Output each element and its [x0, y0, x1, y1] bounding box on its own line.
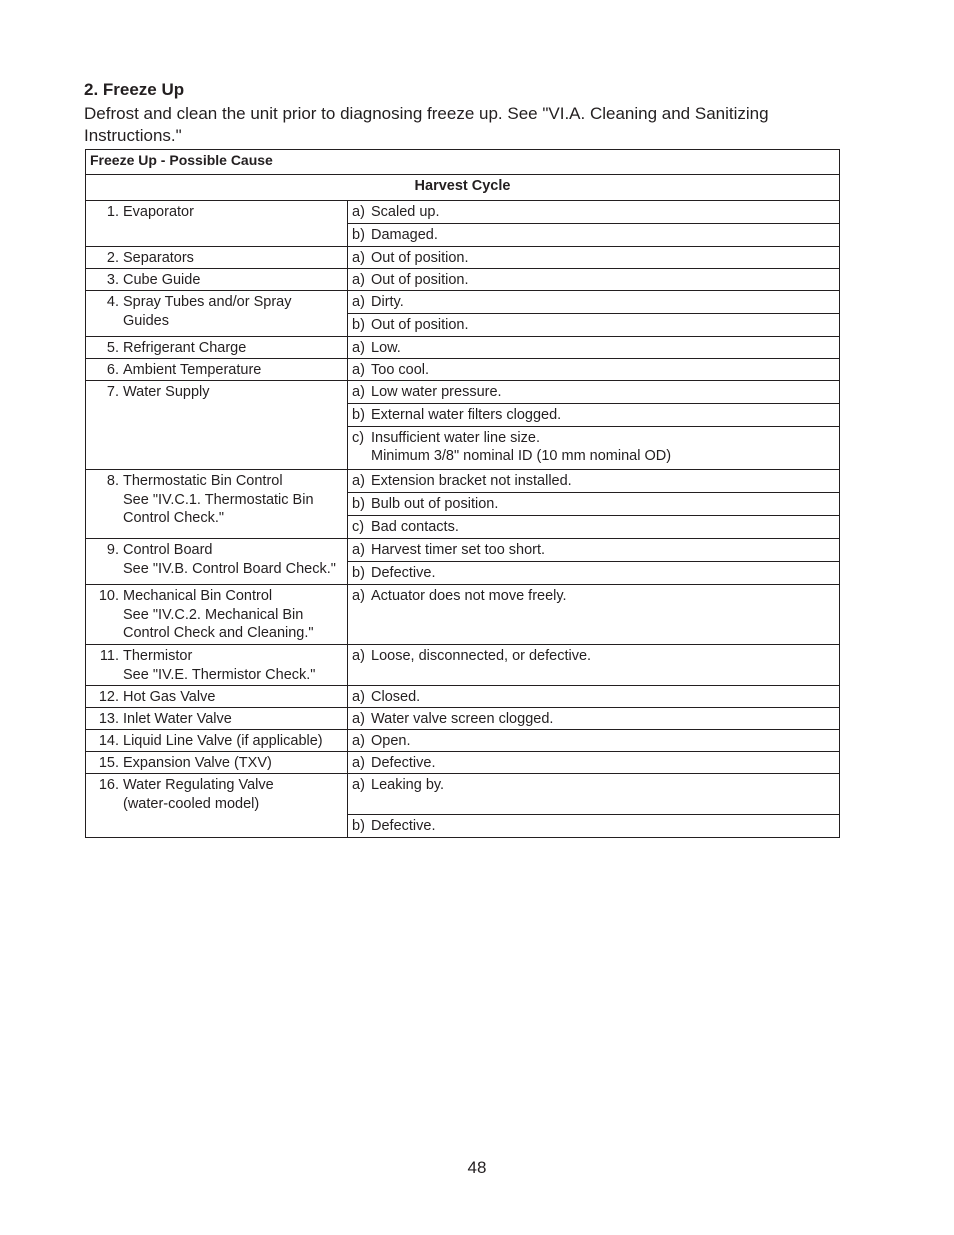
- cause-number: 7.: [106, 384, 119, 400]
- fix-cell: [348, 815, 840, 838]
- fix-text-continued: Minimum 3/8" nominal ID (10 mm nominal OD): [371, 448, 672, 464]
- cause-text: See "IV.E. Thermistor Check.": [123, 666, 316, 683]
- cause-number: 2.: [106, 250, 119, 266]
- table-row: [86, 359, 840, 381]
- table-row: [86, 708, 840, 730]
- fix-text: Leaking by.: [371, 777, 445, 793]
- fix-text: Out of position.: [371, 317, 469, 333]
- fix-letter: a): [352, 588, 365, 604]
- fix-letter: b): [352, 565, 365, 581]
- fix-cell: [348, 470, 840, 493]
- fix-text: External water filters clogged.: [371, 407, 562, 423]
- fix-letter: a): [352, 272, 365, 288]
- fix-letter: a): [352, 711, 365, 727]
- cause-text: Hot Gas Valve: [123, 689, 216, 705]
- fix-text: Low water pressure.: [371, 384, 502, 400]
- cause-cell: [86, 730, 348, 752]
- cause-cell: [86, 359, 348, 381]
- fix-text: Water valve screen clogged.: [371, 711, 554, 727]
- fix-text: Actuator does not move freely.: [371, 588, 567, 604]
- cause-number: 3.: [106, 272, 119, 288]
- fix-text: Harvest timer set too short.: [371, 542, 546, 558]
- cause-text: Control Check and Cleaning.": [123, 625, 314, 641]
- cause-cell: [86, 337, 348, 359]
- fix-text: Out of position.: [371, 272, 469, 288]
- fix-letter: a): [352, 689, 365, 705]
- cause-text: Evaporator: [123, 204, 194, 220]
- table-row: [86, 269, 840, 291]
- fix-text: Extension bracket not installed.: [371, 473, 572, 489]
- fix-letter: b): [352, 407, 365, 423]
- fix-cell: [348, 686, 840, 708]
- fix-cell: [348, 314, 840, 337]
- fix-letter: b): [352, 227, 365, 243]
- cause-number: 1.: [106, 204, 119, 220]
- cause-text: Inlet Water Valve: [123, 711, 232, 727]
- table-subheader: Harvest Cycle: [86, 175, 840, 201]
- fix-text: Too cool.: [371, 362, 430, 378]
- cause-text: Ambient Temperature: [123, 362, 262, 378]
- cause-cell: [86, 381, 348, 470]
- cause-text: See "IV.C.2. Mechanical Bin: [123, 606, 304, 623]
- cause-text: Water Regulating Valve: [123, 777, 274, 793]
- cause-text: Spray Tubes and/or Spray: [123, 294, 292, 310]
- fix-letter: a): [352, 362, 365, 378]
- fix-letter: b): [352, 496, 365, 512]
- fix-text: Out of position.: [371, 250, 469, 266]
- cause-cell: [86, 269, 348, 291]
- fix-letter: a): [352, 294, 365, 310]
- cause-number: 14.: [98, 733, 119, 749]
- cause-number: 15.: [98, 755, 119, 771]
- table-row: [86, 686, 840, 708]
- table-header: Freeze Up - Possible Cause: [86, 150, 840, 175]
- table-row: [86, 470, 840, 493]
- table-row: [86, 752, 840, 774]
- fix-cell: [348, 269, 840, 291]
- section-heading: 2. Freeze Up: [84, 80, 185, 99]
- cause-cell: [86, 774, 348, 838]
- table-row: [86, 201, 840, 224]
- cause-number: 5.: [106, 340, 119, 356]
- cause-text: Thermostatic Bin Control: [123, 473, 283, 489]
- fix-text: Low.: [371, 340, 401, 356]
- cause-cell: [86, 539, 348, 585]
- table-row: [86, 337, 840, 359]
- fix-text: Damaged.: [371, 227, 438, 243]
- fix-cell: [348, 404, 840, 427]
- fix-cell: [348, 516, 840, 539]
- cause-cell: [86, 291, 348, 337]
- cause-cell: [86, 708, 348, 730]
- fix-letter: a): [352, 648, 365, 664]
- cause-text: Separators: [123, 250, 194, 266]
- fix-letter: b): [352, 317, 365, 333]
- cause-cell: [86, 470, 348, 539]
- fix-cell: [348, 247, 840, 269]
- cause-text: See "IV.C.1. Thermostatic Bin: [123, 491, 314, 508]
- fix-letter: a): [352, 204, 365, 220]
- table-row: [86, 730, 840, 752]
- fix-letter: c): [352, 430, 365, 446]
- fix-letter: a): [352, 777, 365, 793]
- freeze-up-table: [85, 149, 840, 838]
- page-number: 48: [467, 1158, 487, 1177]
- fix-text: Defective.: [371, 818, 436, 834]
- table-header-row: [86, 150, 840, 175]
- fix-text: Insufficient water line size.: [371, 430, 540, 446]
- table-row: [86, 539, 840, 562]
- fix-letter: a): [352, 755, 365, 771]
- fix-letter: b): [352, 818, 365, 834]
- cause-number: 10.: [98, 588, 119, 604]
- table-row: [86, 585, 840, 645]
- table-row: [86, 291, 840, 314]
- cause-cell: [86, 201, 348, 247]
- cause-text: Refrigerant Charge: [123, 340, 247, 356]
- fix-cell: [348, 493, 840, 516]
- cause-text: Liquid Line Valve (if applicable): [123, 733, 323, 749]
- table-row: [86, 247, 840, 269]
- fix-cell: [348, 359, 840, 381]
- fix-text: Scaled up.: [371, 204, 440, 220]
- fix-cell: [348, 427, 840, 470]
- fix-cell: [348, 337, 840, 359]
- cause-number: 12.: [98, 689, 119, 705]
- cause-text: Cube Guide: [123, 272, 201, 288]
- cause-cell: [86, 686, 348, 708]
- cause-cell: [86, 752, 348, 774]
- fix-cell: [348, 224, 840, 247]
- fix-cell: [348, 381, 840, 404]
- cause-number: 16.: [98, 777, 119, 793]
- fix-text: Loose, disconnected, or defective.: [371, 648, 592, 664]
- fix-text: Bad contacts.: [371, 519, 459, 535]
- fix-letter: a): [352, 473, 365, 489]
- fix-letter: a): [352, 733, 365, 749]
- table-row: [86, 645, 840, 686]
- cause-text: (water-cooled model): [123, 795, 260, 812]
- fix-cell: [348, 562, 840, 585]
- fix-text: Open.: [371, 733, 411, 749]
- cause-number: 11.: [99, 648, 119, 664]
- fix-text: Bulb out of position.: [371, 496, 499, 512]
- fix-cell: [348, 291, 840, 314]
- table-row: [86, 381, 840, 404]
- fix-letter: a): [352, 542, 365, 558]
- fix-text: Defective.: [371, 565, 436, 581]
- fix-text: Closed.: [371, 689, 421, 705]
- fix-cell: [348, 752, 840, 774]
- cause-text: See "IV.B. Control Board Check.": [123, 560, 336, 577]
- cause-number: 9.: [106, 542, 119, 558]
- cause-text: Expansion Valve (TXV): [123, 755, 272, 771]
- cause-cell: [86, 247, 348, 269]
- cause-text: Water Supply: [123, 384, 210, 400]
- fix-cell: [348, 774, 840, 815]
- cause-cell: [86, 585, 348, 645]
- cause-number: 6.: [106, 362, 119, 378]
- cause-text: Guides: [123, 312, 169, 329]
- cause-text: Control Board: [123, 542, 213, 558]
- fix-cell: [348, 539, 840, 562]
- cause-text: Mechanical Bin Control: [123, 588, 273, 604]
- fix-cell: [348, 730, 840, 752]
- table-row: [86, 774, 840, 815]
- cause-cell: [86, 645, 348, 686]
- cause-text: Thermistor: [123, 648, 193, 664]
- fix-letter: a): [352, 340, 365, 356]
- fix-letter: a): [352, 384, 365, 400]
- fix-text: Dirty.: [371, 294, 404, 310]
- cause-text: Control Check.": [123, 510, 225, 526]
- section-intro: Defrost and clean the unit prior to diagnosing freeze up. See "VI.A. Cleaning and Sanitizing Instructions.": [84, 104, 769, 145]
- fix-cell: [348, 201, 840, 224]
- fix-letter: c): [352, 519, 365, 535]
- fix-cell: [348, 645, 840, 686]
- cause-number: 4.: [106, 294, 119, 310]
- cause-number: 13.: [98, 711, 119, 727]
- fix-cell: [348, 708, 840, 730]
- cause-number: 8.: [106, 473, 119, 489]
- fix-letter: a): [352, 250, 365, 266]
- table-subheader-row: [86, 175, 840, 201]
- fix-text: Defective.: [371, 755, 436, 771]
- fix-cell: [348, 585, 840, 645]
